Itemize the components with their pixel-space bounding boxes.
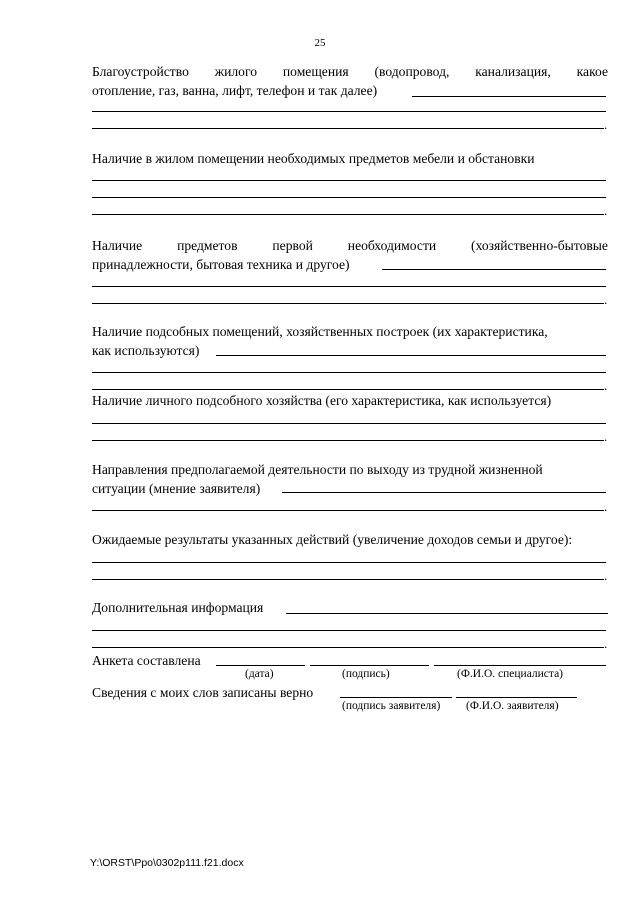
section1-answer-line[interactable] bbox=[92, 111, 606, 112]
section3-answer-line[interactable] bbox=[92, 286, 606, 287]
section1-line1 bbox=[92, 62, 608, 81]
section4-answer-field[interactable] bbox=[216, 355, 606, 356]
footer-file-path: Y:\ORST\Ppo\0302p111.f21.docx bbox=[90, 857, 244, 869]
section4-answer-line[interactable] bbox=[92, 389, 604, 390]
section3-answer-line[interactable] bbox=[92, 303, 604, 304]
end-mark: . bbox=[604, 636, 608, 651]
page-number: 25 bbox=[314, 37, 326, 49]
confirm-label: Сведения с моих слов записаны верно bbox=[92, 685, 314, 700]
date-field[interactable] bbox=[216, 665, 305, 666]
section6-line1: Направления предполагаемой деятельности по выходу из трудной жизненной bbox=[92, 462, 543, 477]
applicant-name-field[interactable] bbox=[456, 697, 577, 698]
applicant-sign-caption: (подпись заявителя) bbox=[342, 700, 441, 712]
applicant-name-caption: (Ф.И.О. заявителя) bbox=[466, 700, 559, 712]
compiled-label: Анкета составлена bbox=[92, 653, 201, 668]
section8-answer-line[interactable] bbox=[92, 630, 606, 631]
applicant-signature-field[interactable] bbox=[340, 697, 452, 698]
section7-answer-line[interactable] bbox=[92, 562, 606, 563]
section8-line1: Дополнительная информация bbox=[92, 600, 264, 615]
specialist-caption: (Ф.И.О. специалиста) bbox=[457, 668, 563, 680]
section3-answer-field[interactable] bbox=[382, 269, 606, 270]
word: жилого bbox=[214, 64, 258, 79]
section2-answer-line[interactable] bbox=[92, 180, 606, 181]
word: Благоустройство bbox=[92, 64, 189, 79]
section6-line2: ситуации (мнение заявителя) bbox=[92, 481, 261, 496]
end-mark: . bbox=[604, 292, 608, 307]
section7-answer-line[interactable] bbox=[92, 579, 604, 580]
section1-answer-line[interactable] bbox=[92, 128, 604, 129]
section3-line2: принадлежности, бытовая техника и другое) bbox=[92, 257, 350, 272]
section5-answer-line[interactable] bbox=[92, 423, 606, 424]
section4-answer-line[interactable] bbox=[92, 372, 606, 373]
section1-line2: отопление, газ, ванна, лифт, телефон и так далее) bbox=[92, 83, 378, 98]
sign-caption: (подпись) bbox=[342, 668, 390, 680]
section2-line1: Наличие в жилом помещении необходимых предметов мебели и обстановки bbox=[92, 151, 535, 166]
section4-line2: как используются) bbox=[92, 343, 200, 358]
section6-answer-line[interactable] bbox=[92, 510, 604, 511]
word: (хозяйственно-бытовые bbox=[471, 238, 608, 253]
word: предметов bbox=[177, 238, 238, 253]
specialist-name-field[interactable] bbox=[434, 665, 606, 666]
end-mark: . bbox=[604, 568, 608, 583]
section7-line1: Ожидаемые результаты указанных действий (увеличение доходов семьи и другое): bbox=[92, 532, 573, 547]
section2-answer-line[interactable] bbox=[92, 214, 604, 215]
section2-answer-line[interactable] bbox=[92, 197, 606, 198]
section5-line1: Наличие личного подсобного хозяйства (его характеристика, как используется) bbox=[92, 393, 552, 408]
section8-answer-line[interactable] bbox=[92, 647, 604, 648]
word: Наличие bbox=[92, 238, 143, 253]
end-mark: . bbox=[604, 429, 608, 444]
section4-line1: Наличие подсобных помещений, хозяйственных построек (их характеристика, bbox=[92, 324, 548, 339]
end-mark: . bbox=[604, 117, 608, 132]
specialist-signature-field[interactable] bbox=[310, 665, 429, 666]
word: канализация, bbox=[475, 64, 551, 79]
word: необходимости bbox=[347, 238, 437, 253]
section3-line1 bbox=[92, 236, 608, 255]
end-mark: . bbox=[604, 203, 608, 218]
section1-answer-field[interactable] bbox=[412, 96, 606, 97]
section6-answer-field[interactable] bbox=[282, 492, 606, 493]
section8-answer-field[interactable] bbox=[286, 613, 608, 614]
end-mark: . bbox=[604, 378, 608, 393]
date-caption: (дата) bbox=[245, 668, 274, 680]
end-mark: . bbox=[604, 499, 608, 514]
word: помещения bbox=[282, 64, 349, 79]
word: (водопровод, bbox=[374, 64, 450, 79]
word: первой bbox=[272, 238, 313, 253]
word: какое bbox=[576, 64, 608, 79]
section5-answer-line[interactable] bbox=[92, 440, 604, 441]
